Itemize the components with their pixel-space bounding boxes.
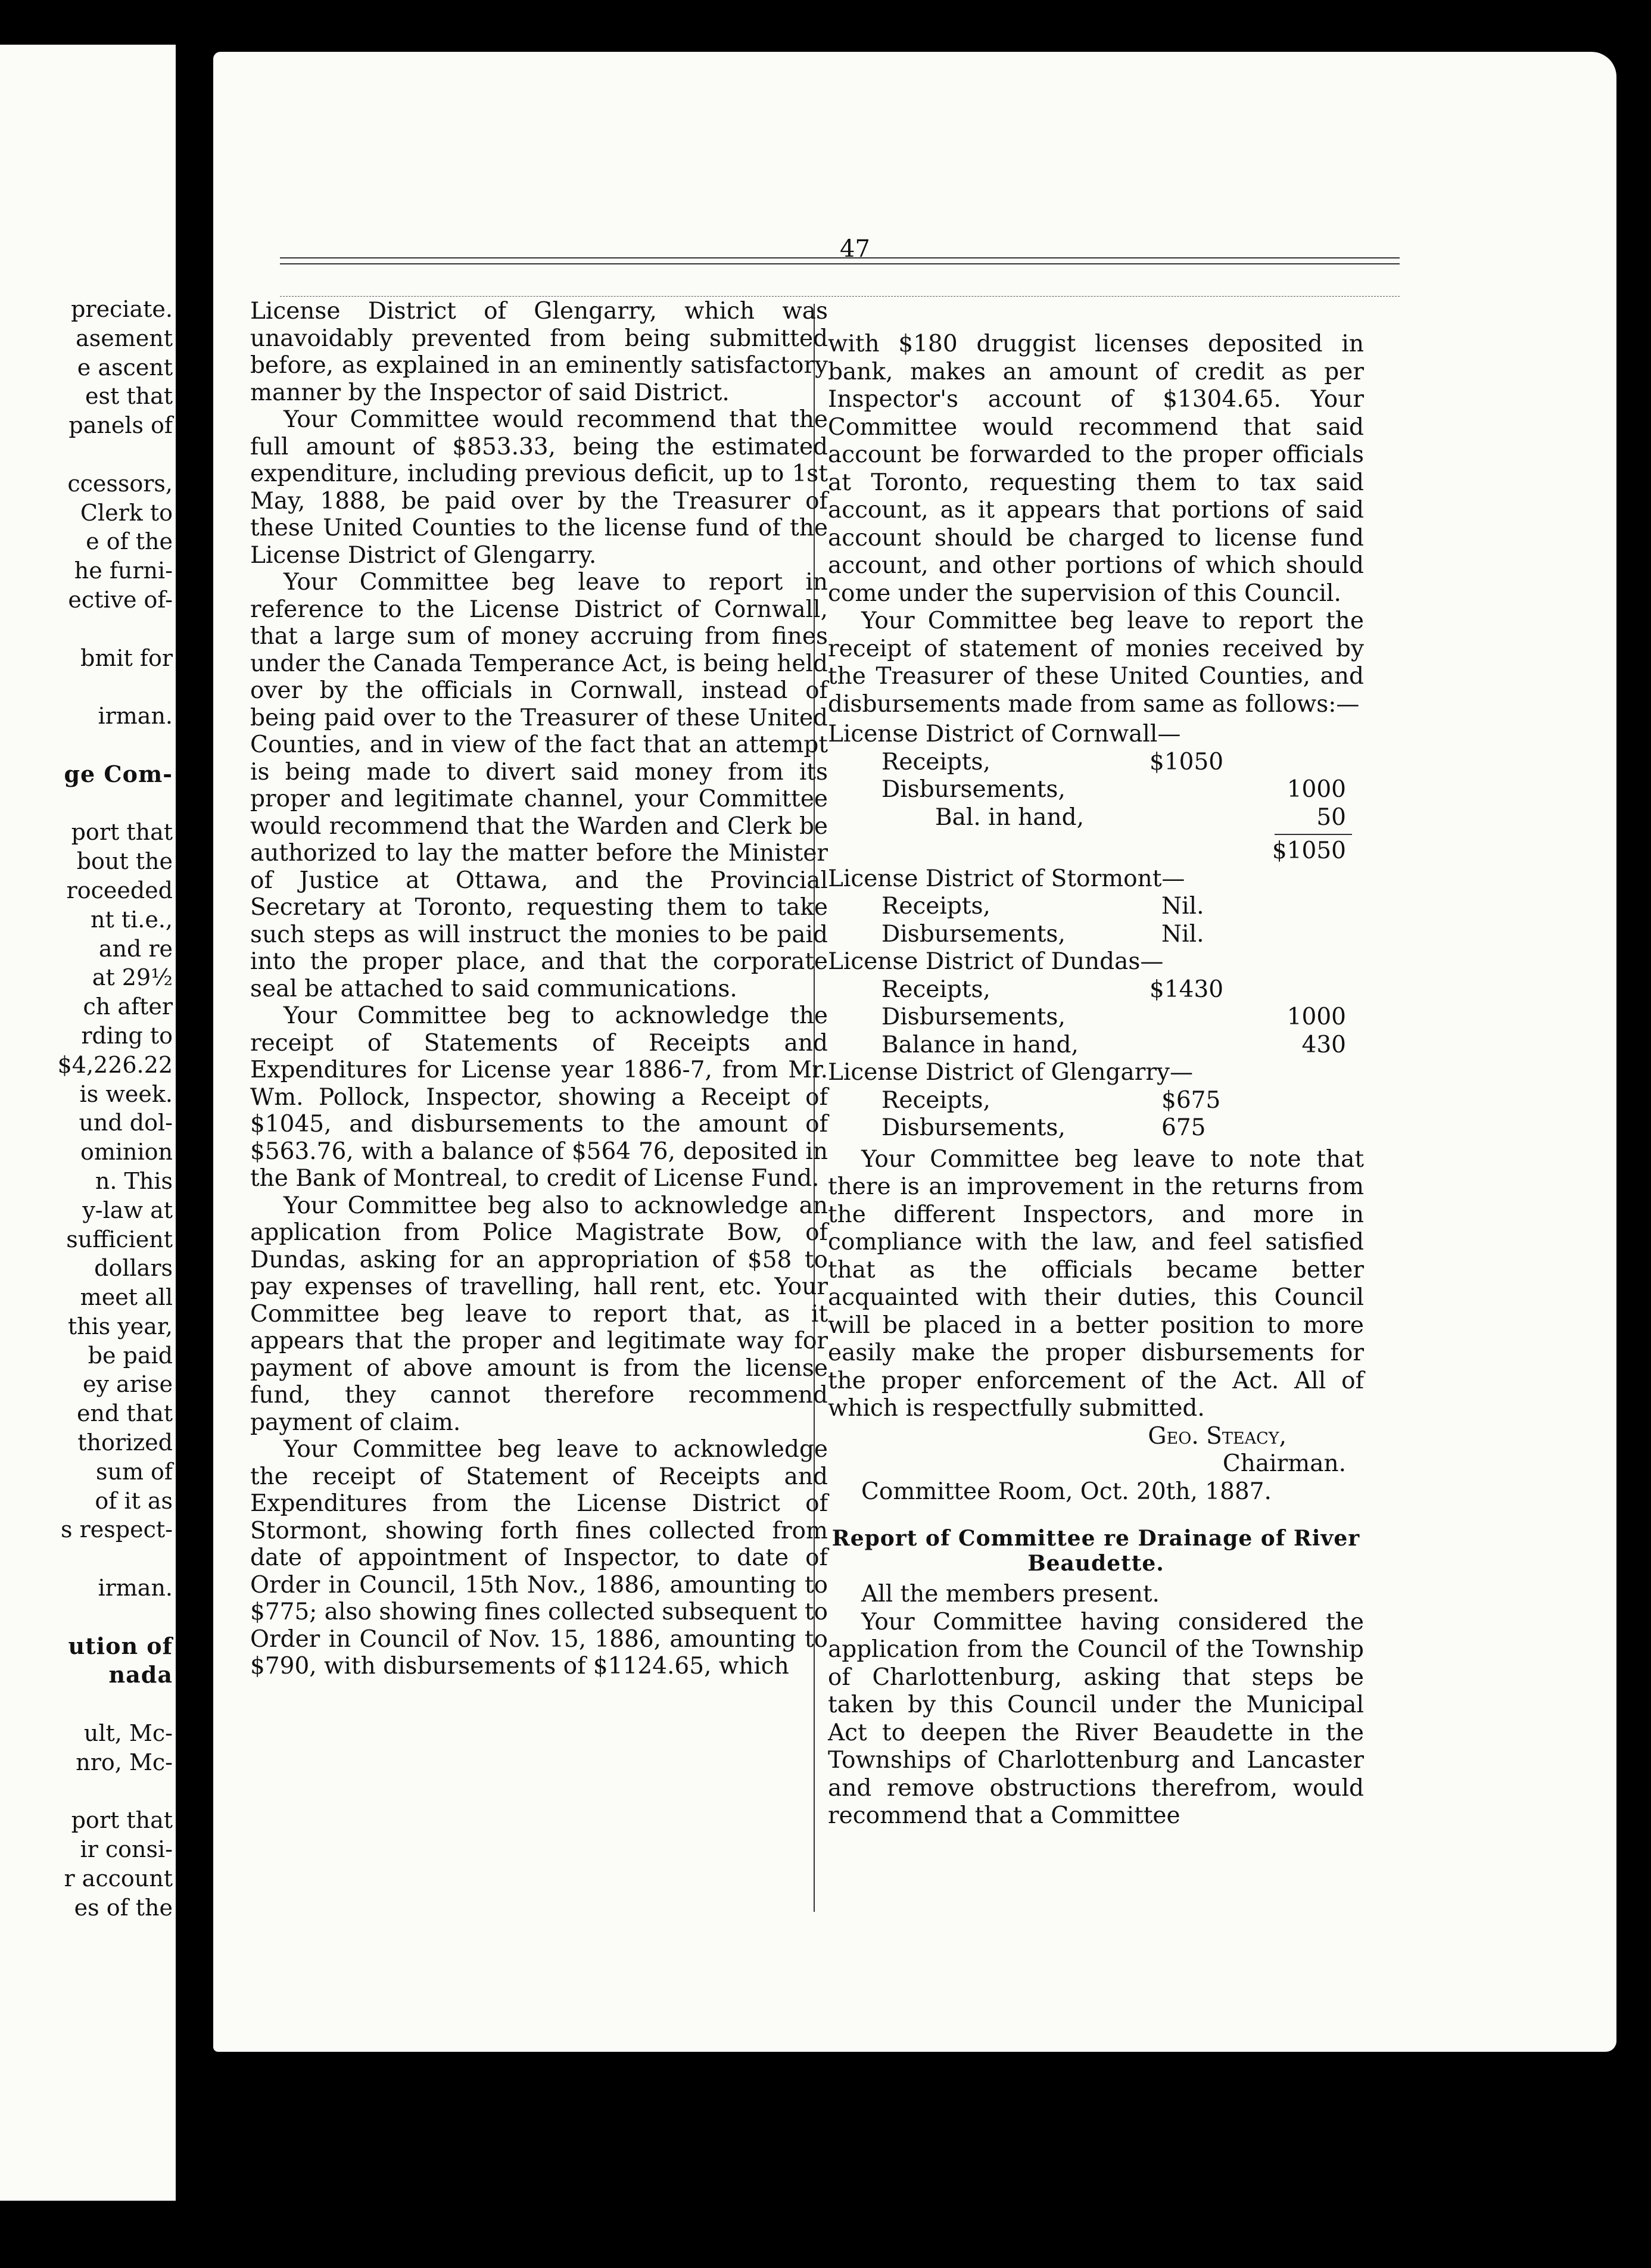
total-rule — [828, 831, 1364, 837]
fragment-line: ir consi- — [80, 1836, 173, 1863]
fragment-line: ey arise — [83, 1371, 173, 1398]
fragment-line: ge Com- — [64, 760, 173, 787]
fragment-line: nro, Mc- — [76, 1749, 173, 1775]
fragment-line: dollars — [94, 1255, 173, 1282]
fragment-line: n. This — [95, 1167, 173, 1194]
header-rule — [280, 263, 1400, 264]
fragment-line: be paid — [88, 1342, 173, 1369]
fragment-line: irman. — [98, 703, 173, 730]
fragment-line: ution of — [68, 1632, 173, 1659]
fragment-line: asement — [76, 325, 173, 351]
account-row: Receipts, $1430 — [881, 976, 1224, 1003]
fragment-line — [0, 1603, 173, 1632]
fragment-line: r account — [64, 1865, 173, 1892]
account-total: $1050 — [1272, 837, 1346, 864]
account-row: Bal. in hand, 50 — [935, 803, 1346, 831]
account-row: Receipts, $675 — [881, 1086, 1221, 1114]
fragment-line: port that — [71, 1807, 173, 1834]
paragraph: License District of Glengarry, which was unavoidably prevented from being submitted before, as explained in an eminently satisfactory manner by the Inspector of said District. — [250, 298, 828, 406]
account-row: Receipts, Nil. — [881, 893, 1204, 920]
date-line: Committee Room, Oct. 20th, 1887. — [861, 1478, 1272, 1505]
fragment-line: bmit for — [80, 644, 173, 671]
fragment-line: es of the — [74, 1894, 173, 1921]
fragment-line: rding to — [81, 1022, 173, 1049]
column-right — [828, 331, 1364, 1830]
header-rule — [280, 296, 1400, 297]
paragraph: All the members present. — [861, 1581, 1160, 1607]
account-row: Disbursements, 675 — [881, 1114, 1206, 1141]
fragment-line: und dol- — [79, 1110, 173, 1136]
fragment-line: sufficient — [66, 1226, 173, 1253]
fragment-line — [0, 1777, 173, 1806]
fragment-line: ult, Mc- — [83, 1720, 173, 1747]
district-title: License District of Stormont— — [828, 865, 1185, 892]
fragment-line: thorized — [77, 1429, 173, 1456]
accounts-statement — [828, 721, 1364, 1142]
fragment-line: $4,226.22 — [57, 1051, 173, 1078]
fragment-line: ominion — [80, 1139, 173, 1166]
fragment-line: ch after — [83, 993, 173, 1020]
district-title: License District of Cornwall— — [828, 721, 1181, 747]
paragraph: Your Committee beg leave to note that there is an improvement in the returns from the different Inspectors, and more in compliance with the law, and feel satisfied that as the officials became better acquainted with their duties, this Council will be placed in a better position to more easily make the proper disbursements for the proper enforcement of the Act. All of which is respectfully submitted. — [828, 1145, 1364, 1422]
section-heading: Report of Committee re Drainage of River Beaudette. — [831, 1526, 1360, 1576]
fragment-line — [0, 731, 173, 760]
fragment-line: y-law at — [82, 1197, 173, 1223]
fragment-line: preciate. — [71, 296, 173, 322]
fragment-line: s respect- — [61, 1516, 173, 1543]
fragment-line: this year, — [67, 1313, 173, 1339]
fragment-line: roceeded — [66, 877, 173, 904]
fragment-line: ective of- — [68, 586, 173, 613]
fragment-line — [0, 1544, 173, 1574]
fragment-line: of it as — [95, 1487, 173, 1514]
account-row: Disbursements, Nil. — [881, 920, 1204, 948]
account-row: Receipts, $1050 — [881, 748, 1224, 775]
fragment-line: bout the — [76, 848, 173, 875]
fragment-line — [0, 615, 173, 644]
column-left — [250, 298, 828, 1680]
account-row: Balance in hand, 430 — [881, 1031, 1346, 1058]
fragment-line: and re — [98, 935, 173, 962]
fragment-line: ccessors, — [67, 470, 173, 497]
paragraph: Your Committee having considered the application from the Council of the Township of Charlottenburg, asking that steps be taken by this Council under the Municipal Act to deepen the River Beaudette in the Townships of Charlottenburg and Lancaster and remove obstructions therefrom, would recommend that a Committee — [828, 1608, 1364, 1829]
facing-page-fragment — [0, 45, 176, 2201]
account-row: Disbursements, 1000 — [881, 1004, 1346, 1030]
paragraph: Your Committee beg leave to report in reference to the License District of Cornwall, that a large sum of money accruing from fines under the Canada Temperance Act, is being held over by the officials in Cornwall, instead of being paid over to the Treasurer of these United Counties, and in view of the fact that an attempt is being made to divert said money from its proper and legitimate channel, your Committee would recommend that the Warden and Clerk be authorized to lay the matter before the Minister of Justice at Ottawa, and the Provincial Secretary at Toronto, requesting them to take such steps as will instruct the monies to be paid into the proper place, and that the corporate seal be attached to said communications. — [250, 569, 828, 1002]
fragment-line — [0, 672, 173, 702]
fragment-line: Clerk to — [80, 499, 173, 526]
fragment-line — [0, 1690, 173, 1719]
fragment-line: nt ti.e., — [91, 906, 173, 933]
signature-title: Chairman. — [1222, 1450, 1346, 1477]
fragment-line: nada — [108, 1661, 173, 1688]
fragment-line: meet all — [80, 1284, 173, 1311]
header-rule — [280, 257, 1400, 258]
fragment-line: est that — [85, 383, 173, 410]
paragraph: Your Committee beg leave to report the receipt of statement of monies received by the Treasurer of these United Counties, and disbursements made from same as follows:— — [828, 608, 1364, 718]
fragment-line: end that — [76, 1400, 173, 1427]
fragment-line: sum of — [95, 1458, 173, 1485]
fragment-line: at 29½ — [92, 964, 173, 991]
fragment-line: e ascent — [77, 354, 173, 381]
fragment-line — [0, 789, 173, 818]
fragment-line: port that — [71, 819, 173, 846]
fragment-line: he furni- — [74, 557, 173, 584]
fragment-line: e of the — [86, 528, 173, 555]
page-number: 47 — [840, 235, 870, 263]
fragment-line: is week. — [79, 1080, 173, 1107]
account-row: Disbursements, 1000 — [881, 776, 1346, 803]
facing-page-text — [0, 295, 173, 1923]
signature-name: Geo. Steacy, — [1148, 1422, 1286, 1450]
fragment-line — [0, 440, 173, 469]
paragraph: Your Committee beg leave to acknowledge the receipt of Statement of Receipts and Expenditures from the License District of Stormont, showing forth fines collected from date of appointment of Inspector, to date of Order in Council, 15th Nov., 1886, amounting to $775; also showing fines collected subsequent to Order in Council of Nov. 15, 1886, amounting to $790, with disbursements of $1124.65, which — [250, 1436, 828, 1680]
paragraph: Your Committee beg to acknowledge the receipt of Statements of Receipts and Expenditures for License year 1886-7, from Mr. Wm. Pollock, Inspector, showing a Receipt of $1045, and disbursements to the amount of $563.76, with a balance of $564 76, deposited in the Bank of Montreal, to credit of License Fund. — [250, 1002, 828, 1192]
district-title: License District of Dundas— — [828, 948, 1164, 975]
paragraph: Your Committee would recommend that the full amount of $853.33, being the estimated expenditure, including previous deficit, up to 1st May, 1888, be paid over by the Treasurer of these United Counties to the license fund of the License District of Glengarry. — [250, 406, 828, 569]
district-title: License District of Glengarry— — [828, 1059, 1194, 1086]
paragraph: with $180 druggist licenses deposited in bank, makes an amount of credit as per Inspector's account of $1304.65. Your Committee would recommend that said account be forwarded to the proper officials at Toronto, requesting them to tax said account, as it appears that portions of said account should be charged to license fund account, and other portions of which should come under the supervision of this Council. — [828, 331, 1364, 607]
fragment-line: irman. — [98, 1575, 173, 1602]
fragment-line: panels of — [68, 412, 173, 439]
paragraph: Your Committee beg also to acknowledge an application from Police Magistrate Bow, of Dundas, asking for an appropriation of $58 to pay expenses of travelling, hall rent, etc. Your Committee beg leave to report that, as it appears that the proper and legitimate way for payment of above amount is from the license fund, they cannot therefore recommend payment of claim. — [250, 1192, 828, 1436]
